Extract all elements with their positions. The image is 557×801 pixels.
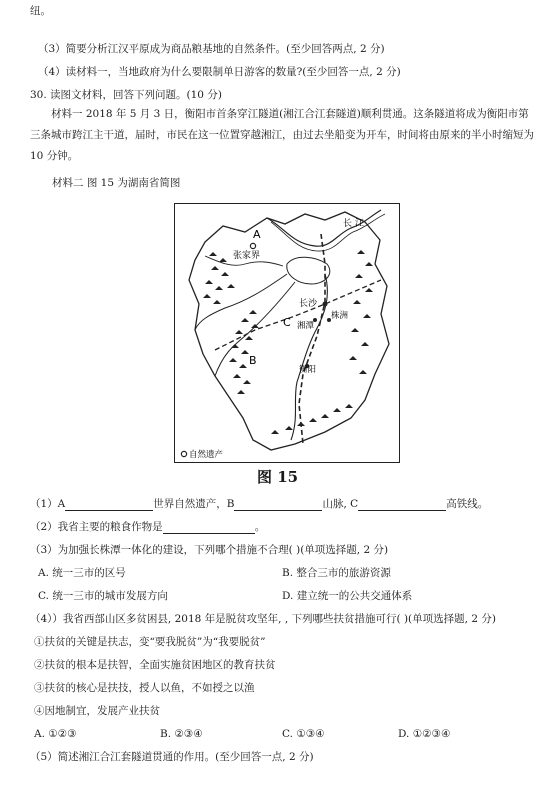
q4-statement-2: ②扶贫的根本是扶智，全面实施贫困地区的教育扶贫	[34, 659, 276, 671]
q2-prefix: （2）我省主要的粮食作物是	[30, 521, 163, 533]
question-3-stem: （3）为加强长株潭一体化的建设，下列哪个措施不合理( )(单项选择题, 2 分)	[30, 544, 389, 556]
zhangjiajie-dot	[250, 243, 255, 248]
q1-mid2: 山脉, C	[322, 498, 359, 510]
q3-option-c[interactable]: C. 统一三市的城市发展方向	[38, 590, 168, 602]
text-line: 纽。	[30, 5, 51, 17]
answer-blank-b[interactable]	[234, 499, 322, 511]
q3-option-a[interactable]: A. 统一三市的区号	[38, 567, 126, 579]
label-b: B	[249, 354, 257, 367]
label-zhangjiajie: 张家界	[233, 251, 261, 261]
q3-option-b[interactable]: B. 整合三市的旅游资源	[282, 567, 391, 579]
answer-blank-a[interactable]	[65, 499, 153, 511]
q4-option-a[interactable]: A. ①②③	[34, 728, 77, 740]
label-river: 长 江	[343, 219, 364, 229]
question-4-stem: （4））我省西部山区多贫困县, 2018 年是脱贫攻坚年, , 下列哪些扶贫措施可行( )(单项选择题, 2 分)	[30, 613, 496, 625]
answer-blank-crop[interactable]	[163, 522, 255, 534]
mountain-range-south	[271, 404, 353, 434]
label-xiangtan: 湘潭	[297, 321, 315, 331]
dongting-lake	[287, 257, 330, 284]
legend-label: 自然遗产	[189, 450, 224, 460]
question-3-prev: （3）简要分析江汉平原成为商品粮基地的自然条件。(至少回答两点, 2 分)	[38, 43, 385, 55]
map-svg	[175, 204, 399, 462]
q4-statement-1: ①扶贫的关键是扶志，变“要我脱贫”为“我要脱贫”	[34, 636, 266, 648]
q1-suffix: 高铁线。	[446, 498, 489, 510]
mountain-range-b	[203, 252, 259, 394]
label-hengyang: 衡阳	[299, 365, 317, 375]
q1-mid1: 世界自然遗产，B	[153, 498, 235, 510]
q4-option-d[interactable]: D. ①②③④	[398, 728, 451, 740]
label-changsha: 长沙	[299, 299, 318, 309]
changsha-dot	[323, 302, 328, 307]
answer-blank-c[interactable]	[358, 499, 446, 511]
question-2	[30, 520, 265, 534]
material-two: 材料二 图 15 为湖南省简图	[52, 177, 181, 189]
q4-statement-3: ③扶贫的核心是扶技，授人以鱼，不如授之以渔	[34, 682, 255, 694]
province-outline	[189, 212, 389, 450]
label-zhuzhou: 株洲	[331, 311, 349, 321]
legend-icon	[181, 451, 186, 456]
q2-suffix: 。	[254, 521, 266, 533]
q3-option-d[interactable]: D. 建立统一的公共交通体系	[282, 590, 413, 602]
question-30-title: 30. 读图文材料，回答下列问题。(10 分)	[30, 89, 222, 101]
question-4-prev: （4）读材料一，当地政府为什么要限制单日游客的数量?(至少回答一点, 2 分)	[38, 66, 401, 78]
material-one: 材料一 2018 年 5 月 3 日，衡阳市首条穿江隧道(湘江合江套隧道)顺利贯通。这条隧道将成为衡阳市第三条城市跨江主干道，届时，市民在这一位置穿越湘江，由过去坐船变为开车，时间将由原来的半小时缩短为 10 分钟。	[30, 108, 534, 162]
label-a: A	[253, 228, 261, 241]
question-5: （5）简述湘江合江套隧道贯通的作用。(至少回答一点, 2 分)	[30, 751, 314, 763]
label-c: C	[283, 316, 291, 329]
question-1	[30, 497, 488, 511]
q1-prefix: （1）A	[30, 498, 66, 510]
q4-option-c[interactable]: C. ①③④	[282, 728, 325, 740]
mountain-range-east	[349, 250, 373, 374]
q4-option-b[interactable]: B. ②③④	[160, 728, 203, 740]
figure-caption: 图 15	[257, 468, 299, 486]
hunan-map	[174, 203, 400, 463]
yangtze-river	[267, 210, 381, 246]
q4-statement-4: ④因地制宜，发展产业扶贫	[34, 705, 160, 717]
